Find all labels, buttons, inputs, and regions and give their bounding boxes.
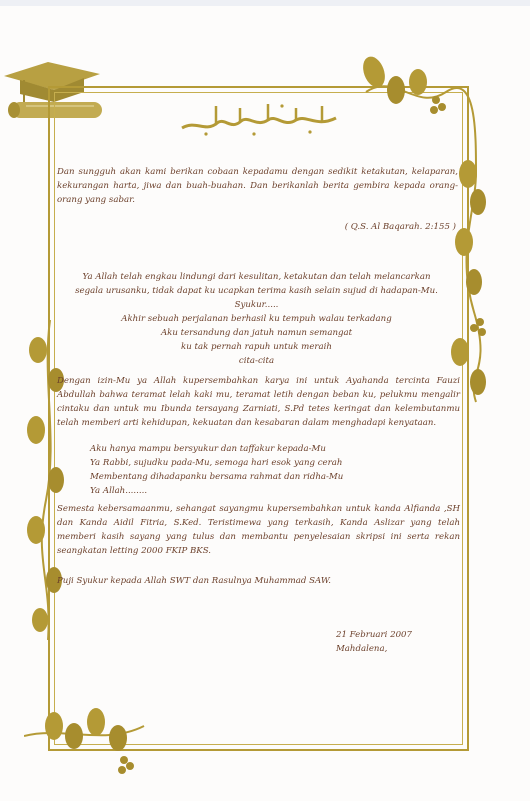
grape-vine-icon	[24, 696, 154, 786]
prayer-line: Ya Allah telah engkau lindungi dari kesulitan, ketakutan dan telah melancarkan	[82, 272, 431, 282]
gratitude-line: Ya Rabbi, sujudku pada-Mu, semoga hari esok yang cerah	[90, 458, 343, 468]
gratitude-line: Aku hanya mampu bersyukur dan taffakur kepada-Mu	[90, 444, 326, 454]
prayer-line: cita-cita	[238, 356, 275, 366]
quran-verse: Dan sungguh akan kami berikan cobaan kepadamu dengan sedikit ketakutan, kelaparan, kekurangan harta, jiwa dan buah-buahan. Dan berikanlah berita gembira kepada orang-orang yang sabar.	[57, 167, 458, 205]
prayer-line: Syukur.....	[234, 300, 279, 310]
dedication-paragraph: Dengan izin-Mu ya Allah kupersembahkan karya ini untuk Ayahanda tercinta Fauzi Abdullah bahwa teramat lelah kaki mu, teramat letih dengan beban ku, pelukmu mengalir cintaku dan untuk mu Ibunda tersayang Zarniati, S.Pd tetes keringat dan kelembutanmu telah memberi arti kehidupan, kekuatan dan kesabaran dalam menghadapi kenyataan.	[57, 376, 460, 428]
prayer-line: Akhir sebuah perjalanan berhasil ku tempuh walau terkadang	[121, 314, 392, 324]
signature-date: 21 Februari 2007	[336, 630, 412, 640]
prayer-line: segala urusanku, tidak dapat ku ucapkan terima kasih selain sujud di hadapan-Mu.	[75, 286, 438, 296]
verse-reference: ( Q.S. Al Baqarah. 2:155 )	[344, 222, 456, 232]
signature-name: Mahdalena,	[336, 644, 388, 654]
gratitude-line: Ya Allah........	[90, 486, 148, 496]
grape-vine-icon	[20, 320, 70, 640]
prayer-line: ku tak pernah rapuh untuk meraih	[181, 342, 332, 352]
basmalah-calligraphy	[176, 98, 346, 138]
prayer-line: Aku tersandung dan jatuh namun semangat	[160, 328, 353, 338]
closing-line: Puji Syukur kepada Allah SWT dan Rasulnya Muhammad SAW.	[57, 576, 331, 586]
gratitude-block	[90, 442, 390, 498]
gratitude-line: Membentang dihadapanku bersama rahmat dan ridha-Mu	[90, 472, 344, 482]
prayer-block	[57, 270, 456, 368]
siblings-paragraph: Semesta kebersamaanmu, sehangat sayangmu kupersembahkan untuk kanda Alfianda ,SH dan Kanda Aidil Fitria, S.Ked. Teristimewa yang terkasih, Kanda Aslizar yang telah memberi kasih sayang yang tulus dan membantu penyelesaian skripsi ini serta rekan seangkatan letting 2000 FKIP BKS.	[57, 504, 460, 556]
scan-edge	[0, 0, 530, 6]
